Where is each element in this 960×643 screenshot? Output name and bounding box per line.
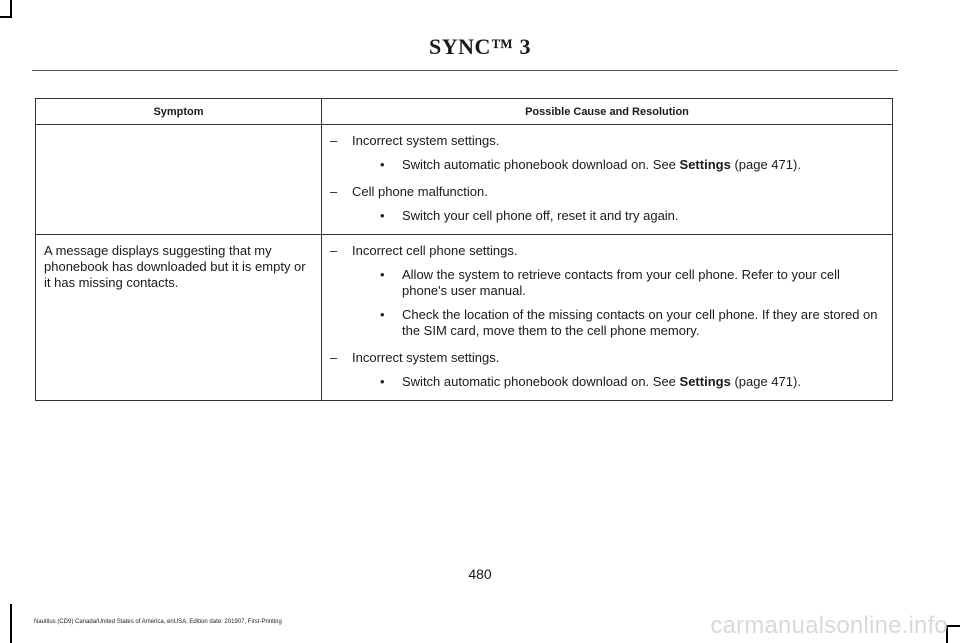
settings-reference: Settings: [679, 157, 731, 172]
cause-item: [330, 133, 888, 173]
cause-cell: [322, 235, 893, 401]
bullet-marker: •: [380, 157, 385, 172]
symptom-cell: [36, 125, 322, 235]
page-title: SYNC™ 3: [429, 34, 531, 59]
resolution-item: [352, 307, 888, 339]
resolution-text: Allow the system to retrieve contacts from your cell phone. Refer to your cell phone's user manual.: [402, 267, 840, 298]
resolution-item: [352, 157, 888, 173]
page-reference: (page 471).: [730, 374, 801, 389]
page-reference: (page 471).: [730, 157, 801, 172]
bullet-marker: •: [380, 374, 385, 389]
bullet-marker: •: [380, 267, 385, 282]
settings-reference: Settings: [679, 374, 731, 389]
resolution-text: Switch automatic phonebook download on. See: [402, 374, 680, 389]
crop-mark-bottom-left-vertical: [10, 604, 12, 643]
troubleshooting-table: [35, 98, 893, 401]
table-row: [36, 235, 893, 401]
header-divider: [32, 70, 898, 71]
dash-marker: –: [330, 133, 338, 148]
cause-text: Cell phone malfunction.: [352, 184, 488, 199]
resolution-text: Switch your cell phone off, reset it and try again.: [402, 208, 679, 223]
cause-text: Incorrect system settings.: [352, 133, 500, 148]
dash-marker: –: [330, 350, 338, 365]
dash-marker: –: [330, 243, 338, 258]
cause-item: [330, 184, 888, 224]
resolution-text: Switch automatic phonebook download on. See: [402, 157, 680, 172]
crop-mark-top-left-horizontal: [0, 16, 12, 18]
resolution-item: [352, 374, 888, 390]
table-header-row: [36, 99, 893, 125]
page-number: 480: [468, 566, 492, 582]
table-row: [36, 125, 893, 235]
column-header-symptom: Symptom: [36, 99, 322, 125]
cause-cell: [322, 125, 893, 235]
cause-item: [330, 243, 888, 339]
bullet-marker: •: [380, 307, 385, 322]
crop-mark-bottom-right-horizontal: [946, 625, 960, 627]
column-header-cause: Possible Cause and Resolution: [322, 99, 893, 125]
cause-text: Incorrect system settings.: [352, 350, 500, 365]
resolution-item: [352, 267, 888, 299]
symptom-cell: A message displays suggesting that my phonebook has downloaded but it is empty or it has missing contacts.: [36, 235, 322, 401]
resolution-text: Check the location of the missing contacts on your cell phone. If they are stored on the SIM card, move them to the cell phone memory.: [402, 307, 878, 338]
resolution-item: [352, 208, 888, 224]
bullet-marker: •: [380, 208, 385, 223]
cause-text: Incorrect cell phone settings.: [352, 243, 518, 258]
dash-marker: –: [330, 184, 338, 199]
cause-item: [330, 350, 888, 390]
footer-edition-text: Nautilus (CD9) Canada/United States of America, enUSA, Edition date: 201907, First-Printing: [34, 619, 282, 625]
watermark-logo: carmanualsonline.info: [710, 612, 948, 639]
